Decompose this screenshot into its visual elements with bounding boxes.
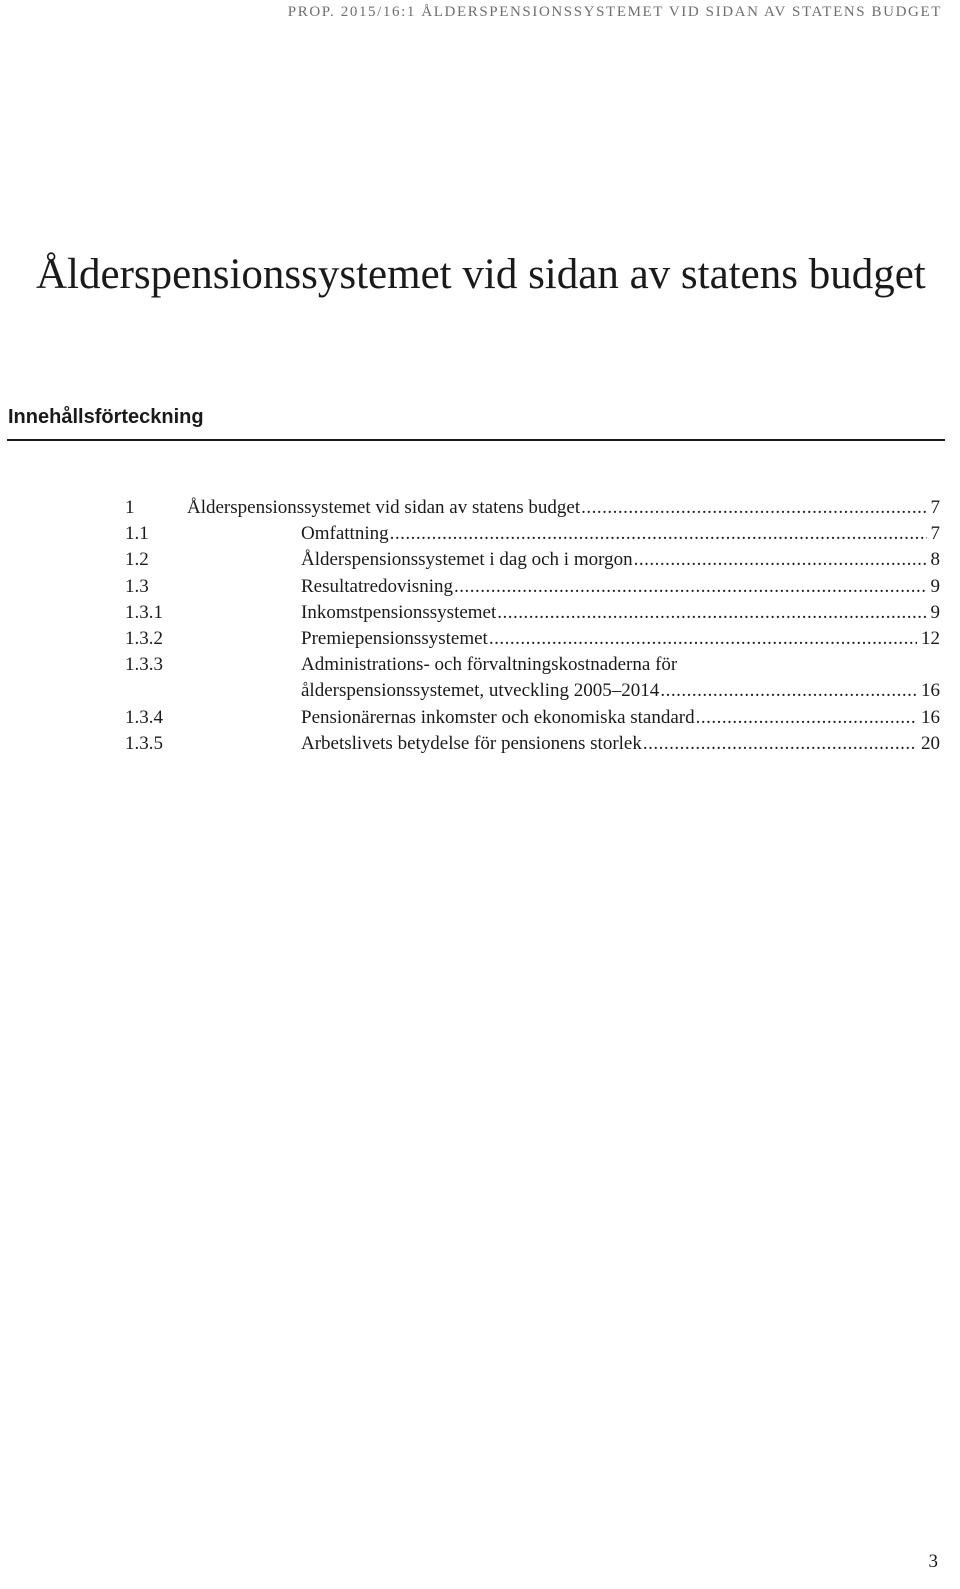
- toc-entry-title: Ålderspensionssystemet i dag och i morgon: [301, 549, 633, 571]
- toc-entry[interactable]: [125, 626, 940, 652]
- toc-entry-title: Arbetslivets betydelse för pensionens storlek: [301, 732, 642, 754]
- toc-dot-leader: [390, 521, 927, 547]
- toc-entry-title: Premiepensionssystemet: [301, 628, 488, 650]
- toc-entry-number: 1: [125, 497, 135, 518]
- toc-entry-title: Omfattning: [301, 523, 389, 545]
- toc-entry-title: ålderspensionssystemet, utveckling 2005–2014: [301, 680, 660, 702]
- toc-entry-page: 16: [921, 706, 940, 728]
- toc-entry-title: Ålderspensionssystemet vid sidan av statens budget: [187, 497, 581, 518]
- toc-dot-leader: [643, 731, 917, 757]
- toc-entry-title-line1: Administrations- och förvaltningskostnaderna för: [301, 654, 678, 676]
- toc-entry-page: 20: [921, 732, 940, 754]
- toc-entry-number: 1.3.3: [125, 654, 163, 676]
- toc-entry-number: 1.2: [125, 549, 149, 571]
- document-title: Ålderspensionssystemet vid sidan av statens budget: [36, 251, 926, 298]
- page-number: 3: [928, 1551, 938, 1572]
- toc-entry-number: 1.3.4: [125, 706, 163, 728]
- toc-dot-leader: [497, 600, 926, 626]
- toc-entry[interactable]: [125, 731, 940, 757]
- toc-entry-page: 16: [921, 680, 940, 702]
- toc-entry-page: 8: [930, 549, 940, 571]
- toc-entry-number: 1.3.5: [125, 732, 163, 754]
- toc-dot-leader: [581, 495, 926, 521]
- toc-entry[interactable]: [125, 600, 940, 626]
- toc-divider: [7, 439, 945, 441]
- toc-entry[interactable]: [125, 652, 940, 704]
- table-of-contents: [125, 495, 940, 757]
- toc-entry-title: Inkomstpensionssystemet: [301, 601, 497, 623]
- toc-dot-leader: [634, 547, 927, 573]
- toc-entry[interactable]: [125, 495, 940, 521]
- toc-entry-page: 12: [921, 628, 940, 650]
- toc-dot-leader: [489, 626, 917, 652]
- toc-entry-number: 1.1: [125, 523, 149, 545]
- toc-dot-leader: [696, 705, 917, 731]
- toc-entry-number: 1.3.1: [125, 601, 163, 623]
- toc-heading: Innehållsförteckning: [8, 406, 204, 428]
- toc-entry-title: Resultatredovisning: [301, 575, 453, 597]
- toc-dot-leader: [660, 678, 917, 704]
- toc-entry-number: 1.3.2: [125, 628, 163, 650]
- toc-entry-page: 7: [930, 497, 940, 518]
- toc-entry[interactable]: [125, 547, 940, 573]
- toc-entry[interactable]: [125, 574, 940, 600]
- running-header: PROP. 2015/16:1 ÅLDERSPENSIONSSYSTEMET VID SIDAN AV STATENS BUDGET: [287, 4, 942, 20]
- toc-entry-page: 9: [930, 601, 940, 623]
- toc-entry-number: 1.3: [125, 575, 149, 597]
- toc-entry-page: 7: [930, 523, 940, 545]
- toc-entry-page: 9: [930, 575, 940, 597]
- toc-dot-leader: [454, 574, 927, 600]
- toc-entry[interactable]: [125, 521, 940, 547]
- toc-entry-title: Pensionärernas inkomster och ekonomiska standard: [301, 706, 695, 728]
- toc-entry[interactable]: [125, 705, 940, 731]
